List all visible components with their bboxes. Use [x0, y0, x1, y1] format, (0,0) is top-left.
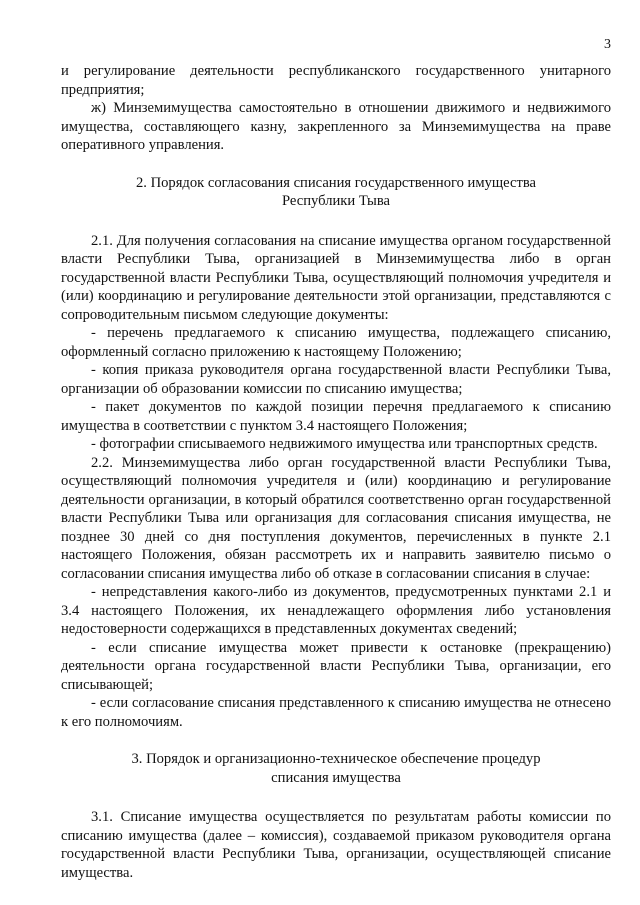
doc-list-item: - копия приказа руководителя органа государственной власти Республики Тыва, организации об образовании комиссии по списанию имущества; — [61, 362, 611, 397]
page-content — [61, 62, 611, 882]
refusal-list-item: - непредставления какого-либо из документов, предусмотренных пунктами 2.1 и 3.4 настоящего Положения, их ненадлежащего оформления либо установления недостоверности содержащихся в представленных документах сведений; — [61, 584, 611, 637]
paragraph-item-zh: ж) Минземимущества самостоятельно в отношении движимого и недвижимого имущества, составляющего казну, закрепленного за Минземимущества на праве оперативного управления. — [61, 100, 611, 153]
paragraph-intro-tail: и регулирование деятельности республиканского государственного унитарного предприятия; — [61, 63, 611, 98]
refusal-list-item: - если списание имущества может привести к остановке (прекращению) деятельности органа государственной власти Республики Тыва, организации, его списывающей; — [61, 639, 611, 693]
section-2-title-line2: Республики Тыва — [281, 193, 391, 209]
section-2-title — [61, 174, 611, 211]
paragraph-2-1: 2.1. Для получения согласования на списание имущества органом государственной власти Республики Тыва, организацией в Минземимущества либо в орган государственной власти Республики Тыва, осуществляющий полномочия учредителя и (или) координацию и регулирование деятельности этой организации, представляются с сопроводительным письмом следующие документы: — [61, 232, 611, 323]
page-number: 3 — [604, 37, 611, 52]
doc-list-item: - пакет документов по каждой позиции перечня предлагаемого к списанию имущества в соответствии с пунктом 3.4 настоящего Положения; — [61, 399, 611, 434]
doc-list-item: - фотографии списываемого недвижимого имущества или транспортных средств. — [91, 436, 598, 452]
doc-list-item: - перечень предлагаемого к списанию имущества, подлежащего списанию, оформленный согласно приложению к настоящему Положению; — [61, 325, 611, 360]
section-3-title — [61, 750, 611, 787]
refusal-list-item: - если согласование списания представленного к списанию имущества не отнесено к его полномочиям. — [61, 695, 611, 730]
paragraph-3-1: 3.1. Списание имущества осуществляется по результатам работы комиссии по списанию имущества (далее – комиссия), создаваемой приказом руководителя органа государственной власти Республики Тыва, организации, осуществляющей списание имущества. — [61, 809, 611, 881]
section-2-title-line1: 2. Порядок согласования списания государственного имущества — [135, 174, 537, 191]
section-3-title-line1: 3. Порядок и организационно-техническое обеспечение процедур — [131, 751, 541, 767]
paragraph-2-2: 2.2. Минземимущества либо орган государственной власти Республики Тыва, осуществляющий полномочия учредителя и (или) координацию и регулирование деятельности организации, в который обратился соответственно орган государственной власти Республики Тыва или организация для согласования списания имущества, не позднее 30 дней со дня поступления документов, перечисленных в пункте 2.1 настоящего Положения, обязан рассмотреть их и направить заявителю письмо о согласовании списания имущества либо об отказе в согласовании списания в случае: — [61, 454, 611, 582]
section-3-title-line2: списания имущества — [271, 769, 401, 786]
